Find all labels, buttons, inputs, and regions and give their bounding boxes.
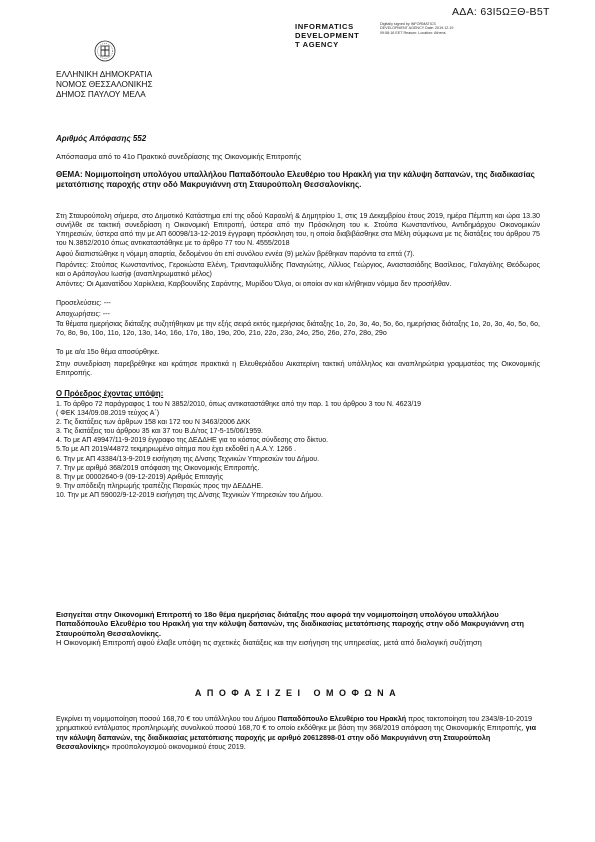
absent-members: Απόντες: Οι Αμανατίδου Χαρίκλεια, Καρβουνίδης Σαράντης, Μυρίδου Όλγα, οι οποίοι αν και κλήθηκαν νόμιμα δεν προσήλθαν. [56, 280, 452, 288]
considering-title: Ο Πρόεδρος έχοντας υπόψη: [56, 389, 164, 398]
digital-signature-details: Digitally signed by INFORMATICS DEVELOPMENT AGENCY Date: 2019.12.19 09:58:16 EET Reason: Location: Athens [380, 22, 454, 35]
issuer-prefecture: ΝΟΜΟΣ ΘΕΣΣΑΛΟΝΙΚΗΣ [56, 80, 153, 89]
meeting-paragraph: Στη Σταυρούπολη σήμερα, στο Δημοτικό Κατάστημα επί της οδού Καραολή & Δημητρίου 1, στις 19 Δεκεμβρίου έτους 2019, ημέρα Πέμπτη και ώρα 13.30 συνήλθε σε τακτική συνεδρίαση η Οικονομική Επιτροπή, ύστερα από την Πρόσκληση του κ. Στούπα Κωνσταντίνου, Αντιδημάρχου Οικονομικών Υπηρεσιών, ύστερα από την με ΑΠ 60098/13-12-2019 έγγραφη πρόσκληση του, η οποία διαβιβάσθηκε στα Μέλη σύμφωνα με τις διατάξεις του άρθρου 75 του Ν.3852/2010 όπως αντικαταστάθηκε με το άρθρο 77 του Ν. 4555/2018 [56, 212, 540, 248]
considering-list [56, 400, 540, 500]
list-item: 2. Τις διατάξεις των άρθρων 158 και 172 του Ν 3463/2006 ΔΚΚ [56, 419, 251, 427]
agency-line-3: T AGENCY [295, 40, 339, 49]
decision-heading: ΑΠΟΦΑΣΙΖΕΙ ΟΜΟΦΩΝΑ [194, 688, 402, 698]
minutes-keeper: Στην συνεδρίαση παρεβρέθηκε και κράτησε πρακτικά η Ελευθεριάδου Αικατερίνη τακτική υπάλληλος και αναπληρώτρια γραμματέας της Οικονομικής Επιτροπής. [56, 360, 540, 378]
issuer-country: ΕΛΛΗΝΙΚΗ ΔΗΜΟΚΡΑΤΙΑ [56, 70, 153, 79]
recommendation [56, 610, 540, 648]
list-item: 6. Την με ΑΠ 43384/13-9-2019 εισήγηση της Δ/νσης Τεχνικών Υπηρεσιών του Δήμου. [56, 455, 320, 463]
decision-number: Αριθμός Απόφασης 552 [56, 134, 147, 143]
recommendation-plain: Η Οικονομική Επιτροπή αφού έλαβε υπόψη τις σχετικές διατάξεις και την εισήγηση της υπηρεσίας, μετά από διαλογική συζήτηση [56, 638, 482, 648]
list-item: 1. Το άρθρο 72 παράγραφος 1 του Ν 3852/2010, όπως αντικαταστάθηκε από την παρ. 1 του άρθρου 3 του Ν. 4623/19 [56, 401, 422, 408]
list-item: 3. Τις διατάξεις του άρθρου 35 και 37 του Β.Δ/τος 17-5-15/06/1959. [56, 428, 263, 436]
list-item: 10. Την με ΑΠ 59002/9-12-2019 εισήγηση της Δ/νσης Τεχνικών Υπηρεσιών του Δήμου. [56, 491, 323, 499]
withdrawn-item: Το με α/α 15ο θέμα αποσύρθηκε. [56, 348, 160, 356]
arrivals: Προσελεύσεις: --- [56, 299, 111, 307]
agency-line-1: INFORMATICS [295, 22, 354, 31]
list-item: 8. Την με 00002640-9 (09-12-2019) Αριθμός Επιταγής [56, 473, 224, 481]
decision-text-part: Εγκρίνει τη νομιμοποίηση ποσού 168,70 € του υπάλληλου του Δήμου [56, 714, 278, 723]
list-item: 9. Την απόδειξη πληρωμής τραπέζης Πειραιώς προς την ΔΕΔΔΗΕ. [56, 482, 264, 490]
decision-text-part: προς τακτοποίηση του 2343/8-10-2019 χρηματικού εντάλματος προπληρωμής συνολικού ποσού 168,70 € το οποίο εκδόθηκε με βάση την 368/2019 απόφαση της Οικονομικής Επιτροπής, [56, 714, 533, 733]
decision-text-part: προϋπολογισμού οικονομικού έτους 2019. [109, 742, 246, 752]
greek-emblem-icon [94, 40, 116, 62]
agenda-order: Τα θέματα ημερήσιας διάταξης συζητήθηκαν με την εξής σειρά εκτός ημερήσιας διάταξης 1ο, 2ο, 3ο, 4ο, 5ο, 6ο, ημερήσιας διάταξης 1ο, 2ο, 3ο, 4ο, 5ο, 6ο, 7ο, 8ο, 9ο, 10ο, 11ο, 12ο, 13ο, 14ο, 16ο, 17ο, 18ο, 19ο, 20ο, 21ο, 22ο, 23ο, 24ο, 25ο, 26ο, 27ο, 28ο, 29ο [56, 320, 540, 338]
subject [56, 170, 540, 190]
decision-text [56, 714, 540, 752]
ada-code: ΑΔΑ: 63Ι5ΩΞΘ-Β5Τ [452, 6, 550, 18]
quorum-paragraph: Αφού διαπιστώθηκε η νόμιμη απαρτία, δεδομένου ότι επί συνόλου εννέα (9) μελών βρέθηκαν παρόντα τα επτά (7). [56, 250, 415, 258]
minutes-excerpt: Απόσπασμα από το 41ο Πρακτικό συνεδρίασης της Οικονομικής Επιτροπής [56, 152, 302, 161]
decision-employee-name: Παπαδόπουλο Ελευθέριο του Ηρακλή [277, 714, 407, 723]
list-item: 7. Την με αριθμό 368/2019 απόφαση της Οικονομικής Επιτροπής. [56, 464, 260, 472]
departures: Αποχωρήσεις: --- [56, 310, 110, 318]
subject-label: ΘΕΜΑ: [56, 170, 83, 179]
issuer-block [56, 70, 236, 100]
present-members: Παρόντες: Στούπας Κωνσταντίνος, Γεροκώστα Ελένη, Τριανταφυλλίδης Παναγιώτης, Λίλλιος Γεώργιος, Αναστασιάδης Βασίλειος, Γαλαγάλης Θεόδωρος και ο Αράπογλου Ιωσήφ (αναπληρωματικό μέλος) [56, 261, 540, 279]
list-item: ( ΦΕΚ 134/09.08.2019 τεύχος Α΄) [56, 410, 160, 418]
agency-line-2: DEVELOPMENT [295, 31, 360, 40]
subject-text: Νομιμοποίηση υπολόγου υπαλλήλου Παπαδόπουλο Ελευθέριο του Ηρακλή για την κάλυψη δαπανών, της διαδικασίας μετατόπισης παροχής στην οδό Μακρυγιάννη στη Σταυρούπολη Θεσσαλονίκης. [56, 170, 535, 189]
list-item: 4. Το με ΑΠ 49947/11-9-2019 έγγραφο της ΔΕΔΔΗΕ για το κόστος σύνδεσης στο δίκτυο. [56, 437, 329, 445]
list-item: 5.Το με ΑΠ 2019/44872 τεκμηριωμένο αίτημα που έχει εκδοθεί η Α.Α.Υ. 1266 . [56, 446, 297, 454]
recommendation-bold: Εισηγείται στην Οικονομική Επιτροπή το 18ο θέμα ημερήσιας διάταξης που αφορά την νομιμοποίηση υπολόγου υπαλλήλου Παπαδόπουλο Ελευθέριο του Ηρακλή για την κάλυψη δαπανών, της διαδικασίας μετατόπισης παροχής στην οδό Μακρυγιάννη στη Σταυρούπολη Θεσσαλονίκης. [56, 610, 524, 638]
decision-purpose: για την κάλυψη δαπανών, της διαδικασίας μετατόπισης παροχής με αριθμό 20612898-01 στην οδό Μακρυγιάννη στη Σταυρούπολη Θεσσαλονίκης» [56, 723, 536, 752]
issuer-municipality: ΔΗΜΟΣ ΠΑΥΛΟΥ ΜΕΛΑ [56, 90, 146, 99]
